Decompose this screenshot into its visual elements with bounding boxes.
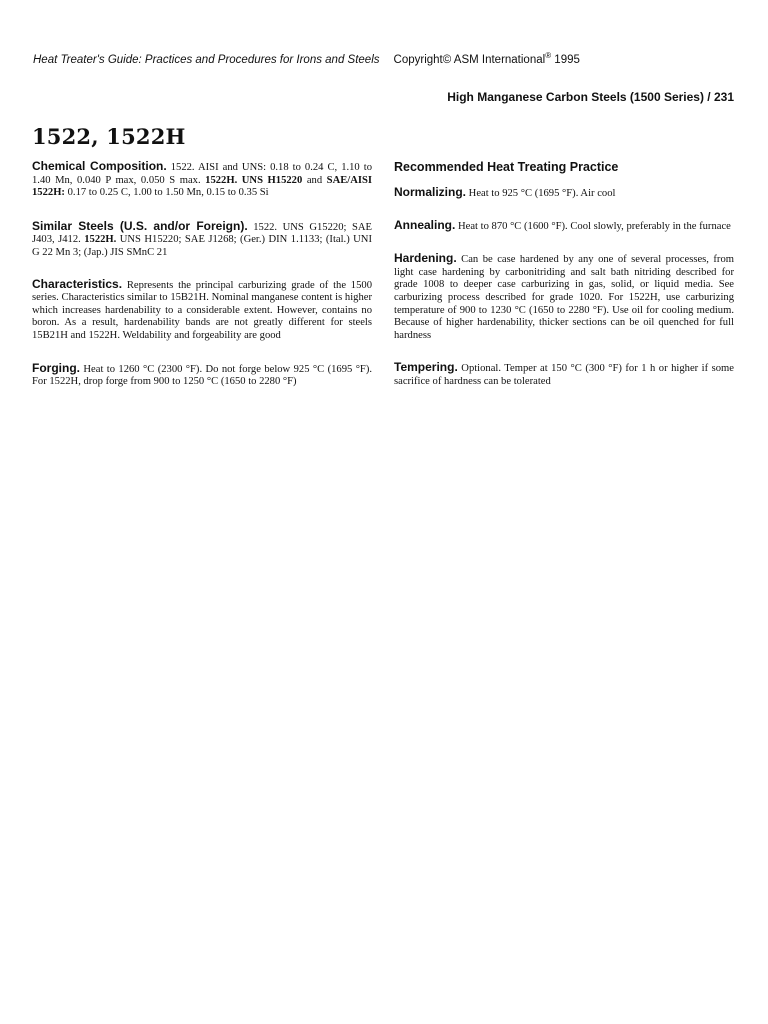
copyright-notice xyxy=(393,51,580,66)
book-title: Heat Treater's Guide: Practices and Procedures for Irons and Steels xyxy=(33,54,380,66)
forging-paragraph xyxy=(32,362,372,389)
normalizing-text: Heat to 925 °C (1695 °F). Air cool xyxy=(466,188,616,199)
tempering-text: Optional. Temper at 150 °C (300 °F) for 1 h or higher if some sacrifice of hardness can be tolerated xyxy=(394,363,734,387)
chemical-composition-paragraph xyxy=(32,160,372,200)
hardening-label: Hardening. xyxy=(394,251,457,266)
forging-text: Heat to 1260 °C (2300 °F). Do not forge below 925 °C (1695 °F). For 1522H, drop forge from 900 to 1250 °C (1650 to 2280 °F) xyxy=(32,363,372,388)
tempering-label: Tempering. xyxy=(394,360,458,375)
hardening-text: Can be case hardened by any one of several processes, from light case hardening by carbonitriding and salt bath nitriding described for grade 1008 to deeper case carburizing in gas, solid, or liquid media. See carburizing process described for grade 1020. For 1522H, use carburizing temperature of 900 to 1230 °C (1650 to 2280 °F). Use oil for cooling medium. Because of higher hardenability, thicker sections can be oil quenched for full hardness xyxy=(394,254,734,341)
characteristics-label: Characteristics. xyxy=(32,276,123,291)
heat-treating-practice-heading: Recommended Heat Treating Practice xyxy=(394,160,619,174)
similar-steels-paragraph xyxy=(32,220,372,260)
chemical-composition-text-1: 1522. AISI and UNS: 0.18 to 0.24 C, 1.10 to 1.40 Mn, 0.040 P max, 0.050 S max. xyxy=(32,162,372,186)
chemical-composition-label: Chemical Composition. xyxy=(32,159,167,173)
chemical-composition-bold-1: 1522H. UNS H15220 xyxy=(205,174,303,186)
forging-label: Forging. xyxy=(32,360,80,375)
similar-steels-bold-1: 1522H. xyxy=(84,234,117,246)
annealing-label: Annealing. xyxy=(394,217,456,232)
copyright-year: 1995 xyxy=(554,54,580,66)
right-column xyxy=(394,160,734,389)
running-header xyxy=(33,51,580,66)
chemical-composition-bold-2: SAE/AISI 1522H: xyxy=(32,174,373,199)
characteristics-paragraph xyxy=(32,278,372,343)
similar-steels-text-1: 1522. UNS G15220; SAE J403, J412. xyxy=(32,221,373,246)
page-title: 1522, 1522H xyxy=(32,124,186,149)
normalizing-label: Normalizing. xyxy=(394,185,467,199)
similar-steels-label: Similar Steels (U.S. and/or Foreign). xyxy=(32,218,248,233)
similar-steels-text-2: UNS H15220; SAE J1268; (Ger.) DIN 1.1133; (Ital.) UNI G 22 Mn 3; (Jap.) JIS SMnC 21 xyxy=(32,234,372,258)
registered-mark: ® xyxy=(545,51,552,60)
hardening-paragraph xyxy=(394,252,734,342)
tempering-paragraph xyxy=(394,361,734,388)
characteristics-text: Represents the principal carburizing grade of the 1500 series. Characteristics similar to 15B21H. Nominal manganese content is higher which increases hardenability to a considerable extent. However, contains no boron. As a result, hardenability bands are not greatly different for steels 15B21H and 1522H. Weldability and forgeability are good xyxy=(32,279,372,341)
annealing-paragraph xyxy=(394,219,734,234)
section-header: High Manganese Carbon Steels (1500 Series) / 231 xyxy=(447,90,734,104)
left-column xyxy=(32,160,372,389)
chemical-composition-text-3: 0.17 to 0.25 C, 1.00 to 1.50 Mn, 0.15 to 0.35 Si xyxy=(64,187,269,199)
copyright-prefix: Copyright© ASM International xyxy=(393,54,546,66)
chemical-composition-text-2: and xyxy=(302,174,327,186)
annealing-text: Heat to 870 °C (1600 °F). Cool slowly, preferably in the furnace xyxy=(455,220,731,232)
normalizing-paragraph xyxy=(394,186,734,201)
